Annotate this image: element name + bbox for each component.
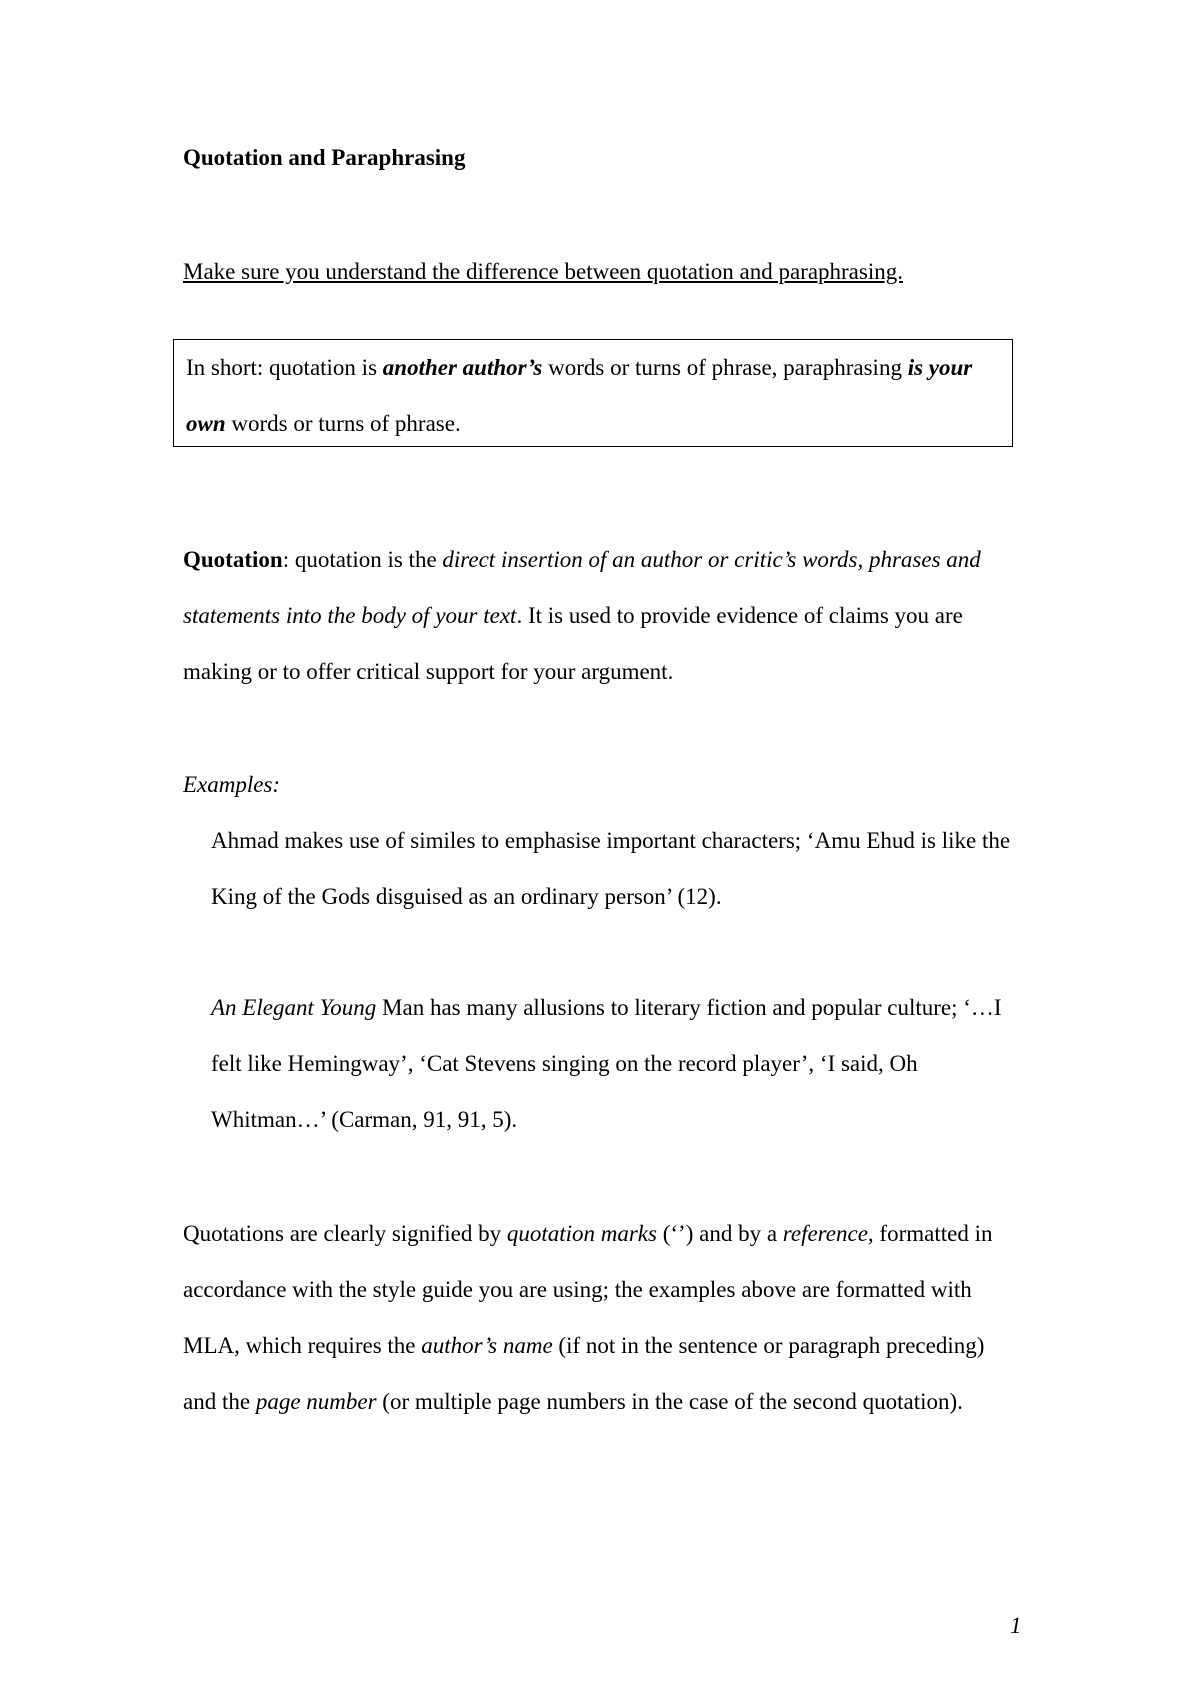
notes-text-2: (‘’) and by a — [656, 1221, 783, 1246]
quotation-text-1: : quotation is the — [282, 547, 443, 572]
notes-paragraph — [183, 1206, 1023, 1430]
summary-box — [173, 339, 1013, 447]
quotation-paragraph — [183, 532, 1023, 700]
notes-term-quotation-marks: quotation marks — [506, 1221, 657, 1246]
subtitle: Make sure you understand the difference between quotation and paraphrasing. — [183, 259, 903, 284]
examples-label: Examples: — [183, 772, 281, 797]
summary-text-2: words or turns of phrase, paraphrasing — [542, 355, 908, 380]
page-title: Quotation and Paraphrasing — [183, 145, 466, 170]
summary-text-1: In short: quotation is — [186, 355, 383, 380]
summary-text-3: words or turns of phrase. — [225, 411, 461, 436]
notes-text-4: (if not in the sentence or paragraph preceding) and the — [183, 1333, 985, 1414]
summary-emphasis-2: is your own — [186, 355, 973, 436]
example-2-title: An Elegant Young — [211, 995, 377, 1020]
notes-text-3: , formatted in accordance with the style guide you are using; the examples above are formatted with MLA, which requires the — [183, 1221, 993, 1358]
notes-term-page-number: page number — [255, 1389, 377, 1414]
quotation-definition: direct insertion of an author or critic’s words, phrases and statements into the body of your text — [183, 547, 981, 628]
example-2 — [211, 980, 1036, 1148]
notes-text-5: (or multiple page numbers in the case of the second quotation). — [376, 1389, 963, 1414]
quotation-term: Quotation — [183, 547, 283, 572]
summary-emphasis-1: another author’s — [382, 355, 543, 380]
notes-term-author-name: author’s name — [421, 1333, 553, 1358]
page-number: 1 — [1010, 1613, 1022, 1638]
example-2-text: Man has many allusions to literary fiction and popular culture; ‘…I felt like Hemingway’, ‘Cat Stevens singing on the record player’, ‘I said, Oh Whitman…’ (Carman, 91, 91, 5). — [211, 995, 1002, 1132]
notes-text-1: Quotations are clearly signified by — [183, 1221, 507, 1246]
notes-term-reference: reference — [782, 1221, 868, 1246]
example-1: Ahmad makes use of similes to emphasise important characters; ‘Amu Ehud is like the King of the Gods disguised as an ordinary person’ (12). — [211, 828, 1011, 909]
quotation-text-2: . It is used to provide evidence of claims you are making or to offer critical support for your argument. — [183, 603, 963, 684]
